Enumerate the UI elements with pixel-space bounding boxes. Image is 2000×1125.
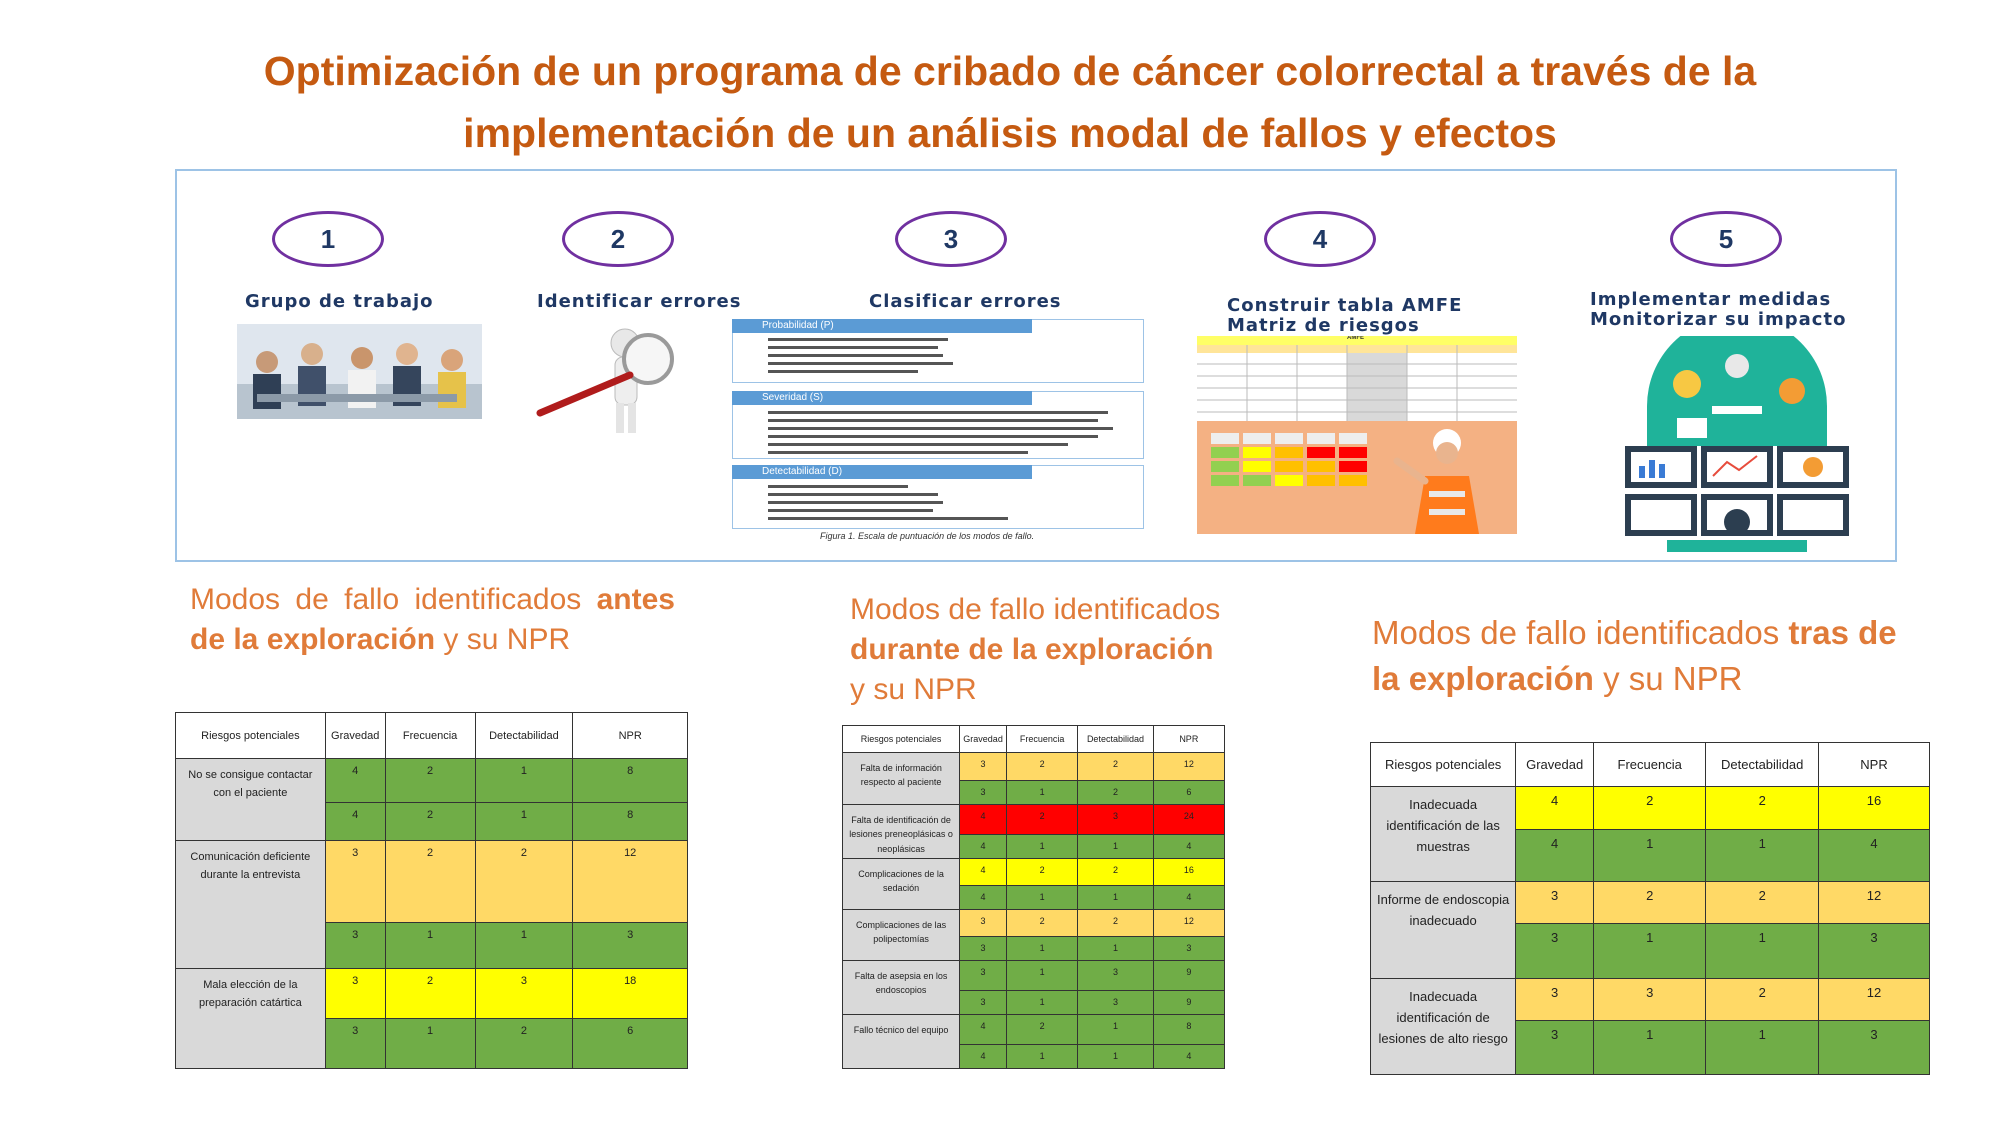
risk-cell	[1371, 882, 1516, 979]
amfe-matrix-illustration	[1197, 336, 1517, 534]
column-header: NPR	[573, 713, 688, 759]
scoring-scale-figure	[730, 319, 1148, 547]
section-during-bold: durante de la exploración	[850, 633, 1214, 666]
risk-label: Comunicación deficiente durante la entrevista	[190, 851, 311, 881]
value-cell: 4	[960, 859, 1007, 886]
value-cell: 4	[1153, 886, 1224, 910]
value-cell: 3	[1078, 991, 1153, 1015]
value-cell: 2	[1006, 805, 1077, 835]
value-cell: 4	[1516, 787, 1594, 830]
table-row	[843, 961, 1225, 991]
table-row	[1371, 787, 1930, 830]
risk-label: Inadecuada identificación de lesiones de alto riesgo	[1378, 989, 1508, 1046]
value-cell: 2	[1078, 753, 1153, 781]
risk-label: Fallo técnico del equipo	[853, 1025, 949, 1035]
value-cell: 4	[325, 759, 385, 803]
section-after-post: y su NPR	[1593, 660, 1743, 697]
value-cell: 1	[1006, 961, 1077, 991]
value-cell: 1	[385, 1019, 475, 1069]
value-cell: 4	[960, 886, 1007, 910]
step-5-number: 5	[1670, 211, 1782, 267]
value-cell: 3	[960, 910, 1007, 937]
risk-cell	[1371, 787, 1516, 882]
value-cell: 1	[1078, 937, 1153, 961]
step-4-sublabel: Matriz de riesgos	[1227, 315, 1420, 336]
step-4-number: 4	[1264, 211, 1376, 267]
value-cell: 1	[475, 923, 573, 969]
value-cell: 2	[385, 841, 475, 923]
value-cell: 8	[1153, 1015, 1224, 1045]
value-cell: 1	[1078, 886, 1153, 910]
risk-cell	[1371, 979, 1516, 1075]
npr-table-after	[1370, 742, 1930, 1075]
amfe-table-header: AMFE	[1347, 336, 1364, 341]
risk-label: Complicaciones de la sedación	[858, 869, 944, 894]
value-cell: 3	[1516, 924, 1594, 979]
column-header: Riesgos potenciales	[176, 713, 326, 759]
npr-table-during	[842, 725, 1225, 1069]
step-3-number: 3	[895, 211, 1007, 267]
value-cell: 1	[1078, 835, 1153, 859]
value-cell: 3	[960, 991, 1007, 1015]
table-row	[843, 753, 1225, 781]
value-cell: 3	[1078, 961, 1153, 991]
step-3-label: Clasificar errores	[869, 291, 1062, 312]
step-4-label: Construir tabla AMFE	[1227, 295, 1463, 316]
section-after-bold: tras de la exploración	[1372, 614, 1897, 697]
risk-cell	[176, 759, 326, 841]
value-cell: 6	[573, 1019, 688, 1069]
risk-cell	[176, 841, 326, 969]
value-cell: 16	[1819, 787, 1930, 830]
section-during-heading	[850, 590, 1230, 710]
value-cell: 2	[475, 841, 573, 923]
risk-label: Mala elección de la preparación catártica	[198, 979, 302, 1009]
value-cell: 24	[1153, 805, 1224, 835]
value-cell: 1	[1594, 830, 1706, 882]
value-cell: 1	[1078, 1045, 1153, 1069]
section-before-heading	[190, 580, 675, 660]
value-cell: 9	[1153, 991, 1224, 1015]
value-cell: 4	[960, 1045, 1007, 1069]
value-cell: 3	[1819, 1021, 1930, 1075]
value-cell: 1	[1006, 991, 1077, 1015]
risk-cell	[843, 961, 960, 1015]
column-header: Frecuencia	[385, 713, 475, 759]
value-cell: 2	[1006, 1015, 1077, 1045]
value-cell: 12	[1819, 882, 1930, 924]
risk-cell	[843, 1015, 960, 1069]
value-cell: 1	[1006, 1045, 1077, 1069]
step-2-label: Identificar errores	[537, 291, 742, 312]
value-cell: 2	[475, 1019, 573, 1069]
value-cell: 2	[1006, 859, 1077, 886]
value-cell: 1	[1078, 1015, 1153, 1045]
value-cell: 3	[475, 969, 573, 1019]
severity-heading: Severidad (S)	[732, 391, 1032, 405]
value-cell: 6	[1153, 781, 1224, 805]
section-before-post: y su NPR	[435, 623, 571, 656]
value-cell: 2	[1594, 882, 1706, 924]
value-cell: 3	[573, 923, 688, 969]
value-cell: 1	[1594, 924, 1706, 979]
probability-heading: Probabilidad (P)	[732, 319, 1032, 333]
column-header: NPR	[1819, 743, 1930, 787]
step-2-number: 2	[562, 211, 674, 267]
step-5-label: Implementar medidas	[1590, 289, 1832, 310]
value-cell: 1	[1006, 886, 1077, 910]
risk-cell	[843, 859, 960, 910]
value-cell: 3	[960, 961, 1007, 991]
magnifier-illustration	[530, 321, 690, 436]
risk-cell	[843, 753, 960, 805]
page-title: Optimización de un programa de cribado de cáncer colorrectal a través de la implementación de un análisis modal de fallos y efectos	[263, 48, 1757, 156]
value-cell: 3	[325, 841, 385, 923]
risk-label: Falta de identificación de lesiones preneoplásicas o neoplásicas	[849, 815, 953, 854]
value-cell: 4	[1153, 835, 1224, 859]
table-row	[843, 859, 1225, 886]
value-cell: 3	[325, 923, 385, 969]
value-cell: 3	[960, 937, 1007, 961]
table-row	[843, 1015, 1225, 1045]
column-header: Gravedad	[325, 713, 385, 759]
value-cell: 12	[1153, 910, 1224, 937]
value-cell: 1	[1006, 781, 1077, 805]
value-cell: 3	[325, 1019, 385, 1069]
value-cell: 3	[1516, 979, 1594, 1021]
monitoring-illustration	[1617, 336, 1857, 556]
column-header: Riesgos potenciales	[1371, 743, 1516, 787]
value-cell: 1	[1706, 924, 1819, 979]
value-cell: 9	[1153, 961, 1224, 991]
scale-figure-caption: Figura 1. Escala de puntuación de los modos de fallo.	[820, 531, 1035, 541]
table-header-row	[843, 726, 1225, 753]
step-1-label: Grupo de trabajo	[245, 291, 434, 312]
column-header: Gravedad	[960, 726, 1007, 753]
value-cell: 8	[573, 803, 688, 841]
risk-cell	[843, 910, 960, 961]
table-row	[843, 910, 1225, 937]
table-row	[843, 805, 1225, 835]
value-cell: 2	[1706, 787, 1819, 830]
value-cell: 2	[1078, 781, 1153, 805]
column-header: NPR	[1153, 726, 1224, 753]
value-cell: 2	[1594, 787, 1706, 830]
value-cell: 1	[475, 759, 573, 803]
column-header: Detectabilidad	[1706, 743, 1819, 787]
value-cell: 3	[1153, 937, 1224, 961]
risk-label: Falta de información respecto al paciente	[860, 763, 942, 788]
risk-label: Falta de asepsia en los endoscopios	[854, 971, 948, 996]
value-cell: 3	[1594, 979, 1706, 1021]
value-cell: 2	[1006, 910, 1077, 937]
value-cell: 2	[385, 803, 475, 841]
value-cell: 4	[1516, 830, 1594, 882]
value-cell: 1	[475, 803, 573, 841]
column-header: Riesgos potenciales	[843, 726, 960, 753]
value-cell: 3	[1516, 882, 1594, 924]
risk-label: Informe de endoscopia inadecuado	[1377, 892, 1510, 928]
value-cell: 1	[1006, 835, 1077, 859]
table-row	[1371, 882, 1930, 924]
table-header-row	[176, 713, 688, 759]
column-header: Detectabilidad	[475, 713, 573, 759]
value-cell: 2	[1706, 882, 1819, 924]
table-row	[176, 969, 688, 1019]
value-cell: 12	[573, 841, 688, 923]
value-cell: 1	[385, 923, 475, 969]
section-after-heading	[1372, 610, 1932, 702]
value-cell: 4	[325, 803, 385, 841]
section-after-pre: Modos de fallo identificados	[1372, 614, 1789, 651]
section-before-bold: antes de la exploración	[190, 583, 675, 656]
value-cell: 3	[1819, 924, 1930, 979]
risk-label: Complicaciones de las polipectomías	[856, 920, 947, 945]
value-cell: 4	[1153, 1045, 1224, 1069]
column-header: Frecuencia	[1006, 726, 1077, 753]
process-steps-panel	[175, 169, 1897, 562]
table-header-row	[1371, 743, 1930, 787]
value-cell: 3	[960, 753, 1007, 781]
value-cell: 8	[573, 759, 688, 803]
value-cell: 2	[385, 759, 475, 803]
value-cell: 1	[1594, 1021, 1706, 1075]
value-cell: 4	[960, 1015, 1007, 1045]
value-cell: 1	[1706, 830, 1819, 882]
section-before-pre: Modos de fallo identificados	[190, 583, 597, 616]
value-cell: 2	[385, 969, 475, 1019]
value-cell: 1	[1706, 1021, 1819, 1075]
step-5-sublabel: Monitorizar su impacto	[1590, 309, 1847, 330]
value-cell: 2	[1078, 910, 1153, 937]
work-group-photo	[237, 324, 482, 419]
value-cell: 4	[1819, 830, 1930, 882]
table-row	[176, 759, 688, 803]
column-header: Gravedad	[1516, 743, 1594, 787]
step-1-number: 1	[272, 211, 384, 267]
value-cell: 4	[960, 805, 1007, 835]
column-header: Frecuencia	[1594, 743, 1706, 787]
value-cell: 3	[325, 969, 385, 1019]
value-cell: 16	[1153, 859, 1224, 886]
value-cell: 2	[1078, 859, 1153, 886]
value-cell: 18	[573, 969, 688, 1019]
risk-cell	[176, 969, 326, 1069]
risk-label: Inadecuada identificación de las muestras	[1386, 797, 1500, 854]
table-row	[1371, 979, 1930, 1021]
section-during-post: y su NPR	[850, 673, 977, 706]
column-header: Detectabilidad	[1078, 726, 1153, 753]
value-cell: 1	[1006, 937, 1077, 961]
value-cell: 4	[960, 835, 1007, 859]
value-cell: 12	[1819, 979, 1930, 1021]
section-during-pre: Modos de fallo identificados	[850, 593, 1221, 626]
value-cell: 3	[1516, 1021, 1594, 1075]
table-row	[176, 841, 688, 923]
value-cell: 3	[960, 781, 1007, 805]
detectability-heading: Detectabilidad (D)	[732, 465, 1032, 479]
risk-label: No se consigue contactar con el paciente	[188, 769, 313, 799]
value-cell: 2	[1006, 753, 1077, 781]
risk-cell	[843, 805, 960, 859]
npr-table-before	[175, 712, 688, 1069]
value-cell: 2	[1706, 979, 1819, 1021]
value-cell: 12	[1153, 753, 1224, 781]
value-cell: 3	[1078, 805, 1153, 835]
